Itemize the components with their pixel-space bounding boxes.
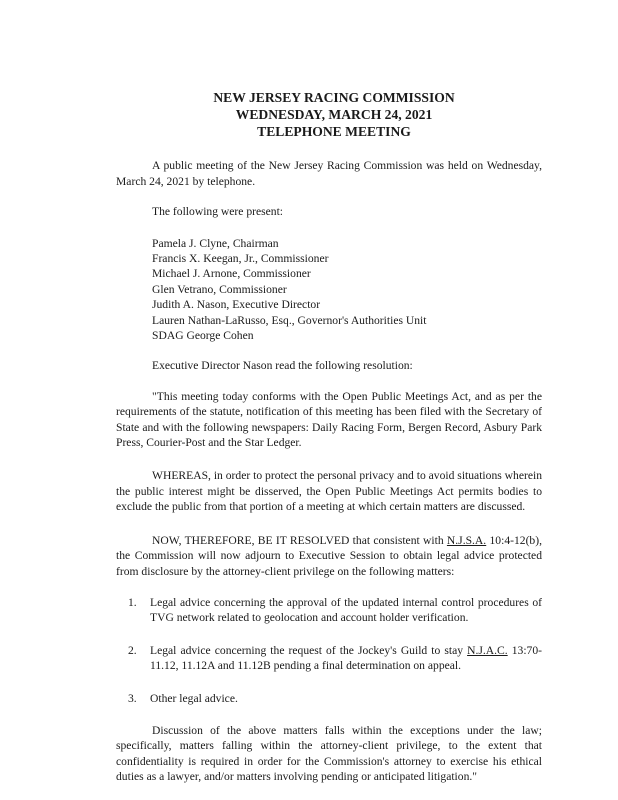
matter-text-start: Other legal advice. — [150, 691, 238, 705]
matter-number: 3. — [128, 691, 137, 705]
matter-text-start: Legal advice concerning the request of the Jockey's Guild to stay — [150, 643, 468, 657]
attendee-item: Francis X. Keegan, Jr., Commissioner — [152, 252, 329, 266]
matter-text-end: 13:70-11.12, 11.12A and 11.12B pending a final determination on appeal. — [150, 643, 542, 673]
attendee-item: Judith A. Nason, Executive Director — [152, 298, 321, 312]
attendee-item: Glen Vetrano, Commissioner — [152, 282, 287, 296]
present-label: The following were present: — [152, 205, 284, 219]
attendee-list — [152, 236, 542, 344]
matter-item — [128, 691, 542, 706]
resolution-intro: Executive Director Nason read the following resolution: — [152, 359, 413, 373]
attendee-item: Lauren Nathan-LaRusso, Esq., Governor's Authorities Unit — [152, 313, 427, 327]
matter-number: 2. — [128, 643, 137, 657]
resolved-text-start: NOW, THEREFORE, BE IT RESOLVED that consistent with — [152, 533, 447, 547]
document-title — [116, 90, 542, 140]
title-line-commission: NEW JERSEY RACING COMMISSION — [213, 90, 455, 105]
matter-text — [150, 643, 542, 674]
matter-number: 1. — [128, 595, 137, 609]
matter-text — [150, 595, 542, 626]
attendee-item: Pamela J. Clyne, Chairman — [152, 236, 279, 250]
matter-item — [128, 643, 542, 674]
resolution-paragraph-notice: "This meeting today conforms with the Open Public Meetings Act, and as per the requirements of the statute, notification of this meeting has been filed with the Secretary of State and with the following newspapers: Daily Racing Form, Bergen Record, Asbury Park Press, Courier-Post and the Star Ledger. — [116, 389, 542, 450]
attendee-item: SDAG George Cohen — [152, 329, 254, 343]
matter-citation: N.J.A.C. — [467, 643, 508, 657]
matters-list — [128, 595, 542, 706]
resolved-text-end: 10:4-12(b), the Commission will now adjourn to Executive Session to obtain legal advice protected from disclosure by the attorney-client privilege on the following matters: — [116, 533, 542, 578]
intro-paragraph: A public meeting of the New Jersey Racing Commission was held on Wednesday, March 24, 2021 by telephone. — [116, 159, 542, 188]
title-line-date: WEDNESDAY, MARCH 24, 2021 — [235, 106, 433, 122]
statute-citation: N.J.S.A. — [446, 533, 487, 547]
matter-text — [150, 691, 542, 706]
title-line-meeting-type: TELEPHONE MEETING — [257, 123, 411, 139]
resolution-paragraph-resolved — [116, 533, 542, 579]
resolution-paragraph-whereas: WHEREAS, in order to protect the personal privacy and to avoid situations wherein the public interest might be disserved, the Open Public Meetings Act permits bodies to exclude the public from that portion of a meeting at which certain matters are discussed. — [116, 469, 542, 514]
attendee-item: Michael J. Arnone, Commissioner — [152, 267, 311, 281]
closing-paragraph: Discussion of the above matters falls within the exceptions under the law; specifically, matters falling within the attorney-client privilege, to the extent that confidentiality is required in order for the Commission's attorney to exercise his ethical duties as a lawyer, and/or matters involving pending or anticipated litigation." — [116, 723, 542, 784]
matter-text-start: Legal advice concerning the approval of the updated internal control procedures of TVG network related to geolocation and account holder verification. — [150, 595, 542, 625]
matter-item — [128, 595, 542, 626]
